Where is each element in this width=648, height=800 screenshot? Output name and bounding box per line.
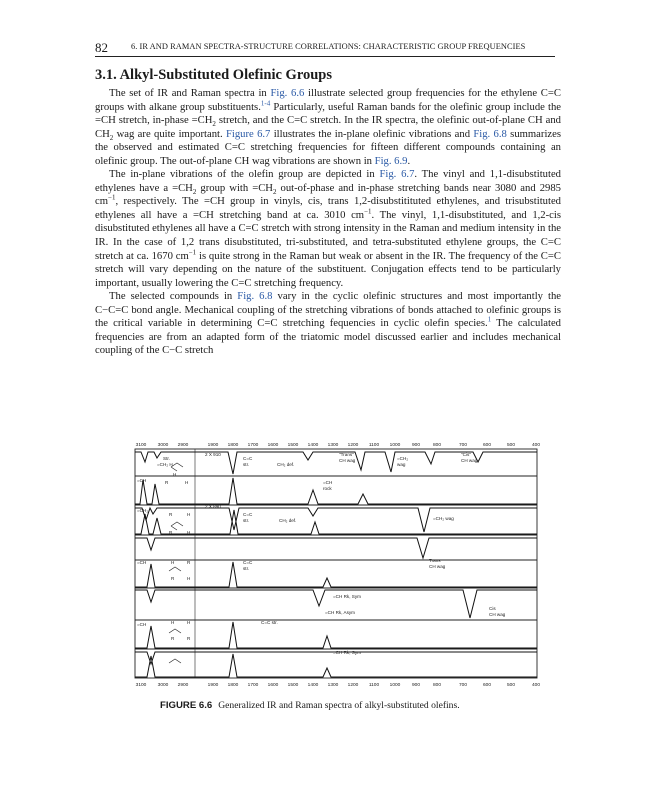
annotation: C=C str. <box>261 620 278 625</box>
annotation: =CH Rk, Sym <box>333 594 361 599</box>
page-number: 82 <box>95 40 108 55</box>
annotation: Cis <box>489 606 496 611</box>
annotation: CH wag <box>461 458 478 463</box>
tick-label: 1300 <box>327 443 339 448</box>
annotation: H <box>187 576 191 581</box>
annotation: CH wag <box>489 612 506 617</box>
annotation: R <box>187 636 191 641</box>
tick-label: 3100 <box>135 683 147 688</box>
annotation: R <box>169 512 173 517</box>
tick-label: 800 <box>432 683 442 688</box>
annotation: H <box>171 620 175 625</box>
paragraph-3: The selected compounds in Fig. 6.8 vary in the cyclic olefinic structures and most importantly the C−C=C bond angle. Mechanical coupling of the stretching vibrations of bonds attached to olefinic groups is the critical variable in determining C=C stretching fequencies in cyclic olefin species.$^1$ The calculated frequencies are from an adapted form of the triatomic model discussed earlier and includes mechanical coupling of the C−C stretch <box>95 291 561 357</box>
section-title: 3.1. Alkyl-Substituted Olefinic Groups <box>95 67 333 83</box>
tick-label: 1700 <box>247 443 259 448</box>
annotation: =CH₂ wag <box>433 516 454 521</box>
annotation: str. <box>243 518 250 523</box>
citation-link[interactable]: 1-4 <box>260 99 271 107</box>
citation-link[interactable]: 1 <box>487 315 492 324</box>
tick-label: 900 <box>411 683 421 688</box>
figure-caption <box>160 700 460 711</box>
annotation: R <box>187 560 191 565</box>
band-labels <box>137 452 506 655</box>
fig-ref-link[interactable]: Figure 6.7 <box>225 128 271 140</box>
tick-label: 1800 <box>227 443 239 448</box>
tick-label: 1400 <box>307 443 319 448</box>
tick-label: 1000 <box>389 443 401 448</box>
axis-top-ticks <box>136 442 541 448</box>
annotation: "Trans" <box>339 452 354 457</box>
annotation: =CH <box>137 560 147 565</box>
tick-label: 1300 <box>327 683 339 688</box>
annotation: H <box>173 472 177 477</box>
fig-ref-link[interactable]: Fig. 6.8 <box>237 291 273 303</box>
tick-label: 1000 <box>389 683 401 688</box>
annotation: CH wag <box>429 564 446 569</box>
tick-label: 1900 <box>207 443 219 448</box>
tick-label: 700 <box>458 683 468 688</box>
annotation: 2 X 910 <box>205 452 221 457</box>
annotation: =CH <box>137 622 147 627</box>
tick-label: 1200 <box>347 683 359 688</box>
figure-6-6 <box>133 440 541 688</box>
annotation: CH wag <box>339 458 356 463</box>
tick-label: 1400 <box>307 683 319 688</box>
annotation: =CH <box>137 478 147 483</box>
annotation: wag <box>397 462 406 467</box>
annotation: C=C <box>243 560 253 565</box>
caption-text: Generalized IR and Raman spectra of alkyl-substituted olefins. <box>218 700 460 711</box>
tick-label: 500 <box>506 443 516 448</box>
annotation: C=C <box>243 456 253 461</box>
annotation: H <box>187 512 191 517</box>
tick-label: 900 <box>411 443 421 448</box>
tick-label: 700 <box>458 443 468 448</box>
tick-label: 400 <box>531 443 541 448</box>
annotation: str. <box>243 462 250 467</box>
annotation: =CH <box>323 480 333 485</box>
tick-label: 1900 <box>207 683 219 688</box>
tick-label: 1200 <box>347 443 359 448</box>
annotation: R <box>171 576 175 581</box>
annotation: Trans <box>429 558 441 563</box>
tick-label: 1500 <box>287 683 299 688</box>
annotation: R <box>165 480 169 485</box>
tick-label: 3100 <box>135 443 147 448</box>
paragraph-1: The set of IR and Raman spectra in Fig. 6.6 illustrate selected group frequencies for the ethylene C=C groups with alkane group substituents.$^{1-4}$ Particularly, useful Raman bands for the olefinic group include the =CH stretch, in-phase $=CH_2$ stretch, and the C=C stretch. In the IR spectra, the olefinic out-of-plane CH and $CH_2$ wag are quite important. Figure 6.7 illustrates the in-plane olefinic vibrations and Fig. 6.8 summarizes the observed and estimated C=C stretching frequencies for fifteen different compounds containing an olefinic group. The out-of-plane CH wag vibrations are shown in Fig. 6.9. <box>95 88 562 167</box>
tick-label: 600 <box>482 683 492 688</box>
annotation: H <box>171 560 175 565</box>
figure-label: FIGURE 6.6 <box>160 700 213 711</box>
fig-ref-link[interactable]: Fig. 6.6 <box>270 88 305 99</box>
fig-ref-link[interactable]: Fig. 6.9 <box>374 155 408 167</box>
fig-ref-link[interactable]: Fig. 6.7 <box>379 169 415 181</box>
tick-label: 500 <box>506 683 516 688</box>
running-head: 6. IR AND RAMAN SPECTRA-STRUCTURE CORRELATIONS: CHARACTERISTIC GROUP FREQUENCIES <box>131 42 526 51</box>
tick-label: 3000 <box>157 443 169 448</box>
annotation: H <box>187 530 191 535</box>
annotation: R <box>169 530 173 535</box>
annotation: 2 X 890 <box>205 504 221 509</box>
fig-ref-link[interactable]: Fig. 6.8 <box>473 128 507 140</box>
axis-bottom-ticks <box>136 682 541 688</box>
spectral-traces <box>135 452 537 677</box>
annotation: CH₂ def. <box>279 518 297 523</box>
tick-label: 2900 <box>177 683 189 688</box>
tick-label: 600 <box>482 443 492 448</box>
annotation: R <box>171 636 175 641</box>
annotation: Str. <box>163 456 170 461</box>
tick-label: 1100 <box>368 443 380 448</box>
body-text <box>95 87 561 358</box>
annotation: =CH₂ H <box>157 462 173 467</box>
annotation: rock <box>323 486 332 491</box>
plot-frame <box>135 449 537 678</box>
tick-label: 1600 <box>267 683 279 688</box>
annotation: str. <box>243 566 250 571</box>
tick-label: 400 <box>531 683 541 688</box>
tick-label: 1800 <box>227 683 239 688</box>
annotation: =CH₂ <box>137 508 149 513</box>
annotation: C=C <box>243 512 253 517</box>
annotation: =CH Rk, Sym <box>333 650 361 655</box>
tick-label: 1600 <box>267 443 279 448</box>
annotation: =CH₂ <box>397 456 409 461</box>
paragraph-2: The in-plane vibrations of the olefin group are depicted in Fig. 6.7. The vinyl and 1,1-disubstituted ethylenes have $a =CH_2$ group with $=CH_2$ out-of-phase and in-phase stretching bands near 3080 and 2985 $cm^{-1}$, respectively. The =CH group in vinyls, cis, trans 1,2-disubstitituted ethylenes, and trisubstituted ethylenes all have a =CH stretching band at ca. 3010 $cm^{-1}$. The vinyl, 1,1-disubstituted, and 1,2-cis disubstituted ethylenes all have a C=C stretch with strong intensity in the Raman and medium intensity in the IR. In the case of 1,2 trans disubstituted, tri-substituted, and tetra-substituted ethylene groups, the C=C stretch at ca. 1670 $cm^{-1}$ is quite strong in the Raman but weak or absent in the IR. The frequency of the C=C stretch will vary depending on the nature of the substituent. Conjugation effects tend to be particularly important, usually lowering the C=C stretching frequency. <box>95 169 562 289</box>
running-header <box>95 40 555 57</box>
tick-label: 1100 <box>368 683 380 688</box>
annotation: CH₂ def. <box>277 462 295 467</box>
tick-label: 800 <box>432 443 442 448</box>
annotation: "Cis" <box>461 452 471 457</box>
tick-label: 1500 <box>287 443 299 448</box>
annotation: H <box>187 620 191 625</box>
tick-label: 2900 <box>177 443 189 448</box>
tick-label: 3000 <box>157 683 169 688</box>
annotation: H <box>185 480 189 485</box>
tick-label: 1700 <box>247 683 259 688</box>
spectra-figure <box>133 440 541 688</box>
annotation: =CH Rk, Asym <box>325 610 355 615</box>
